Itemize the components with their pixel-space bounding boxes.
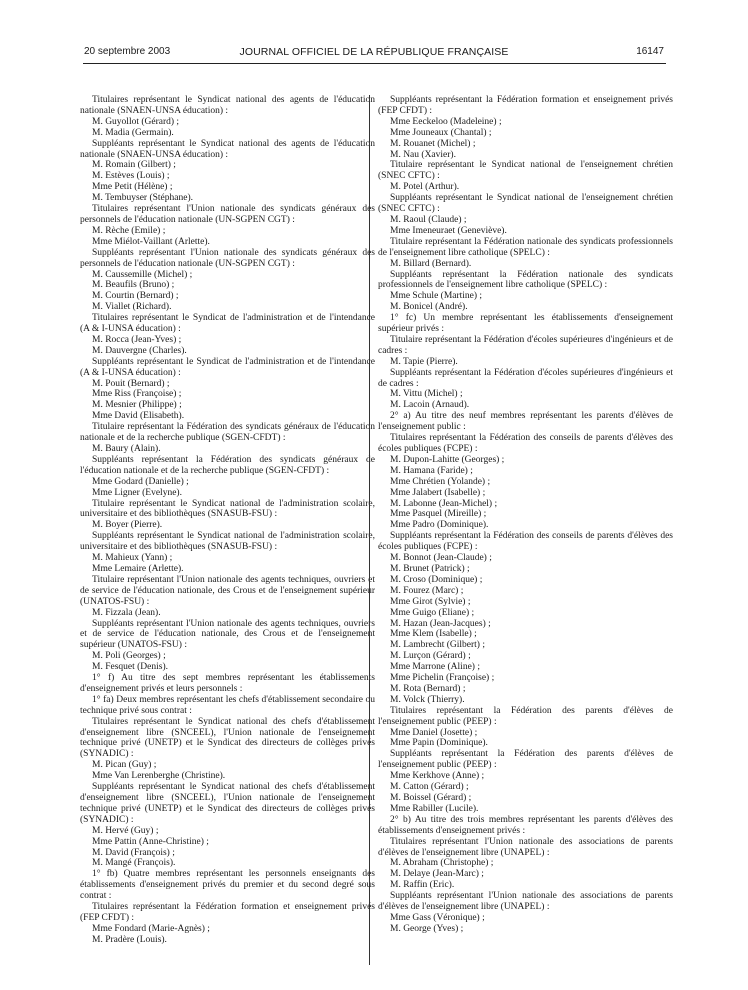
member-name: M. Delaye (Jean-Marc) ; <box>390 869 484 880</box>
paragraph: 1° f) Au titre des sept membres représentant les établissements d'enseignement privés et leurs personnels : <box>80 673 375 694</box>
member-name: M. Viallet (Richard). <box>92 302 172 313</box>
member-name: M. Hervé (Guy) ; <box>92 825 159 836</box>
member-name: M. Billard (Bernard). <box>390 258 472 269</box>
member-name: Mme Ligner (Evelyne). <box>92 487 182 498</box>
member-name: M. Caussemille (Michel) ; <box>92 269 193 280</box>
member-name: M. Fesquet (Denis). <box>92 662 168 673</box>
member-name: M. Courtin (Bernard) ; <box>92 291 179 302</box>
member-name: Mme Riss (Françoise) ; <box>92 389 182 400</box>
member-name: M. Croso (Dominique) ; <box>390 574 483 585</box>
member-name: M. Rota (Bernard) ; <box>390 683 466 694</box>
member-name: M. Madia (Germain). <box>92 127 174 138</box>
member-name: M. Mahieux (Yann) ; <box>92 553 173 564</box>
member-name: M. Rocca (Jean-Yves) ; <box>92 334 182 345</box>
paragraph: Titulaires représentant la Fédération des parents d'élèves de l'enseignement public (PEEP) : <box>378 705 673 727</box>
paragraph: Suppléants représentant la Fédération des conseils de parents d'élèves des écoles publiques (FCPE) : <box>378 531 673 553</box>
header-rule <box>83 63 666 64</box>
member-name: M. Fourez (Marc) ; <box>390 585 464 596</box>
member-name: M. Potel (Arthur). <box>390 182 460 193</box>
member-name: M. Baury (Alain). <box>92 444 161 454</box>
right-column <box>378 95 673 935</box>
member-name: Mme Padro (Dominique). <box>390 520 489 531</box>
member-name: M. Pican (Guy) ; <box>92 760 157 771</box>
paragraph: Suppléants représentant le Syndicat de l'administration et de l'intendance (A & I-UNSA éducation) : <box>80 356 375 378</box>
member-name: M. Dupon-Lahitte (Georges) ; <box>390 454 505 465</box>
member-name: M. Dauvergne (Charles). <box>92 345 187 356</box>
member-name: M. Brunet (Patrick) ; <box>390 563 470 574</box>
paragraph: Suppléants représentant le Syndicat national de l'enseignement chrétien (SNEC CFTC) : <box>378 193 673 215</box>
paragraph: Titulaire représentant le Syndicat national de l'administration scolaire, universitaire et des bibliothèques (SNASUB-FSU) : <box>80 498 375 520</box>
member-name: Mme Kerkhove (Anne) ; <box>390 771 485 782</box>
member-name: Mme Schule (Martine) ; <box>390 291 483 302</box>
paragraph: Suppléants représentant la Fédération d'écoles supérieures d'ingénieurs et de cadres : <box>378 367 673 389</box>
member-name: M. Bonicel (André). <box>390 302 468 313</box>
paragraph: Titulaires représentant l'Union nationale des syndicats généraux des personnels de l'éducation nationale (UN-SGPEN CGT) : <box>80 204 375 225</box>
member-name: M. Fizzala (Jean). <box>92 607 161 618</box>
paragraph: Titulaires représentant la Fédération des conseils de parents d'élèves des écoles publiques (FCPE) : <box>378 433 673 454</box>
paragraph: Titulaires représentant le Syndicat national des chefs d'établissement d'enseignement libre (SNCEEL), l'Union nationale de l'enseignement technique privé (UNETP) et le Syndicat des directeurs de collèges privés (SYNADIC) : <box>80 716 375 760</box>
member-name: M. Hamana (Faride) ; <box>390 465 473 476</box>
member-name: M. Estèves (Louis) ; <box>92 171 170 182</box>
page-number: 16147 <box>636 46 664 57</box>
left-column <box>80 95 375 946</box>
member-name: M. Volck (Thierry). <box>390 694 465 705</box>
paragraph: Titulaires représentant la Fédération formation et enseignement privés (FEP CFDT) : <box>80 902 375 923</box>
paragraph: Suppléants représentant l'Union nationale des associations de parents d'élèves de l'enseignement libre (UNAPEL) : <box>378 891 673 913</box>
member-name: M. Lurçon (Gérard) ; <box>390 651 471 662</box>
member-name: M. Beaufils (Bruno) ; <box>92 280 175 291</box>
member-name: Mme Jouneaux (Chantal) ; <box>390 127 492 138</box>
member-name: Mme Fondard (Marie-Agnès) ; <box>92 923 210 934</box>
paragraph: 2° a) Au titre des neuf membres représentant les parents d'élèves de l'enseignement public : <box>378 411 673 433</box>
paragraph: Suppléants représentant la Fédération nationale des syndicats professionnels de l'enseignement libre catholique (SPELC) : <box>378 269 673 291</box>
member-name: Mme Petit (Hélène) ; <box>92 182 173 193</box>
member-name: M. Catton (Gérard) ; <box>390 782 469 793</box>
member-name: M. Mangé (François). <box>92 858 176 869</box>
member-name: M. Labonne (Jean-Michel) ; <box>390 498 498 509</box>
member-name: M. Poli (Georges) ; <box>92 651 166 662</box>
member-name: M. David (François) ; <box>92 847 175 858</box>
member-name: M. Guyollot (Gérard) ; <box>92 116 180 127</box>
member-name: Mme Rabiller (Lucile). <box>390 803 479 814</box>
member-name: M. Rouanet (Michel) ; <box>390 138 476 149</box>
paragraph: Titulaires représentant l'Union nationale des associations de parents d'élèves de l'enseignement libre (UNAPEL) : <box>378 836 673 858</box>
member-name: Mme Pichelin (Françoise) ; <box>390 673 495 684</box>
member-name: Mme Miélot-Vaillant (Arlette). <box>92 236 210 247</box>
member-name: M. Rèche (Emile) ; <box>92 225 166 236</box>
paragraph: 2° b) Au titre des trois membres représentant les parents d'élèves des établissements d'enseignement privés : <box>378 814 673 836</box>
member-name: Mme Imeneuraet (Geneviève). <box>390 225 507 236</box>
member-name: Mme Gass (Véronique) ; <box>390 912 485 923</box>
member-name: M. Tembuyser (Stéphane). <box>92 193 193 204</box>
journal-title: JOURNAL OFFICIEL DE LA RÉPUBLIQUE FRANÇAISE <box>239 46 509 58</box>
paragraph: Titulaire représentant la Fédération des syndicats généraux de l'éducation nationale et de la recherche publique (SGEN-CFDT) : <box>80 422 375 444</box>
member-name: M. Lambrecht (Gilbert) ; <box>390 640 485 651</box>
member-name: M. Nau (Xavier). <box>390 149 456 160</box>
member-name: Mme Godard (Danielle) ; <box>92 476 189 487</box>
member-name: M. Tapie (Pierre). <box>390 356 458 367</box>
paragraph: Suppléants représentant l'Union nationale des agents techniques, ouvriers et de service de l'éducation nationale, des Crous et de l'enseignement supérieur (UNATOS-FSU) : <box>80 618 375 651</box>
paragraph: Titulaire représentant la Fédération nationale des syndicats professionnels de l'enseignement libre catholique (SPELC) : <box>378 236 673 258</box>
paragraph: Suppléants représentant le Syndicat national des agents de l'éducation nationale (SNAEN-UNSA éducation) : <box>80 138 375 160</box>
paragraph: Suppléants représentant le Syndicat national des chefs d'établissement d'enseignement libre (SNCEEL), l'Union nationale de l'enseignement technique privé (UNETP) et le Syndicat des directeurs de collèges privés (SYNADIC) : <box>80 782 375 825</box>
paragraph: Titulaire représentant la Fédération d'écoles supérieures d'ingénieurs et de cadres : <box>378 334 673 356</box>
member-name: M. Hazan (Jean-Jacques) ; <box>390 618 491 629</box>
paragraph: Titulaires représentant le Syndicat de l'administration et de l'intendance (A & I-UNSA éducation) : <box>80 313 375 335</box>
member-name: Mme Pattin (Anne-Christine) ; <box>92 836 209 847</box>
member-name: M. Bonnot (Jean-Claude) ; <box>390 553 492 564</box>
member-name: M. Vittu (Michel) ; <box>390 389 463 400</box>
paragraph: Suppléants représentant le Syndicat national de l'administration scolaire, universitaire et des bibliothèques (SNASUB-FSU) : <box>80 531 375 553</box>
paragraph: Titulaires représentant le Syndicat national des agents de l'éducation nationale (SNAEN-UNSA éducation) : <box>80 95 375 116</box>
paragraph: Suppléants représentant la Fédération formation et enseignement privés (FEP CFDT) : <box>378 95 673 116</box>
paragraph: 1° fc) Un membre représentant les établissements d'enseignement supérieur privés : <box>378 313 673 335</box>
member-name: M. Pouit (Bernard) ; <box>92 378 170 389</box>
paragraph: 1° fb) Quatre membres représentant les personnels enseignants des établissements d'enseignement privés du premier et du second degré sous contrat : <box>80 869 375 902</box>
member-name: M. Mesnier (Philippe) ; <box>92 400 182 411</box>
member-name: M. George (Yves) ; <box>390 923 464 934</box>
paragraph: Suppléants représentant l'Union nationale des syndicats généraux des personnels de l'éducation nationale (UN-SGPEN CGT) : <box>80 247 375 269</box>
member-name: Mme Girot (Sylvie) ; <box>390 596 471 607</box>
member-name: Mme Daniel (Josette) ; <box>390 727 478 738</box>
member-name: Mme Papin (Dominique). <box>390 738 488 749</box>
header-date: 20 septembre 2003 <box>84 46 171 57</box>
paragraph: 1° fa) Deux membres représentant les chefs d'établissement secondaire ou technique privé sous contrat : <box>80 694 375 716</box>
member-name: M. Raffin (Eric). <box>390 880 455 891</box>
member-name: M. Boissel (Gérard) ; <box>390 793 472 803</box>
member-name: M. Abraham (Christophe) ; <box>390 858 494 869</box>
member-name: Mme Van Lerenberghe (Christine). <box>92 771 226 782</box>
paragraph: Titulaire représentant l'Union nationale des agents techniques, ouvriers et de service de l'éducation nationale, des Crous et de l'enseignement supérieur (UNATOS-FSU) : <box>80 574 375 607</box>
paragraph: Suppléants représentant la Fédération des parents d'élèves de l'enseignement public (PEEP) : <box>378 749 673 771</box>
member-name: M. Boyer (Pierre). <box>92 520 163 531</box>
member-name: Mme Guigo (Eliane) ; <box>390 607 475 618</box>
member-name: Mme David (Elisabeth). <box>92 411 185 422</box>
member-name: Mme Eeckeloo (Madeleine) ; <box>390 116 502 127</box>
paragraph: Suppléants représentant la Fédération des syndicats généraux de l'éducation nationale et de la recherche publique (SGEN-CFDT) : <box>80 454 375 476</box>
member-name: Mme Jalabert (Isabelle) ; <box>390 487 486 498</box>
column-divider <box>369 95 370 965</box>
member-name: Mme Marrone (Aline) ; <box>390 662 480 673</box>
member-name: Mme Klem (Isabelle) ; <box>390 629 477 640</box>
member-name: Mme Chrétien (Yolande) ; <box>390 476 491 487</box>
paragraph: Titulaire représentant le Syndicat national de l'enseignement chrétien (SNEC CFTC) : <box>378 160 673 182</box>
member-name: Mme Pasquel (Mireille) ; <box>390 509 487 520</box>
member-name: M. Pradère (Louis). <box>92 934 167 945</box>
member-name: Mme Lemaire (Arlette). <box>92 563 184 574</box>
member-name: M. Raoul (Claude) ; <box>390 214 467 225</box>
member-name: M. Lacoin (Arnaud). <box>390 400 470 411</box>
member-name: M. Romain (Gilbert) ; <box>92 160 176 171</box>
